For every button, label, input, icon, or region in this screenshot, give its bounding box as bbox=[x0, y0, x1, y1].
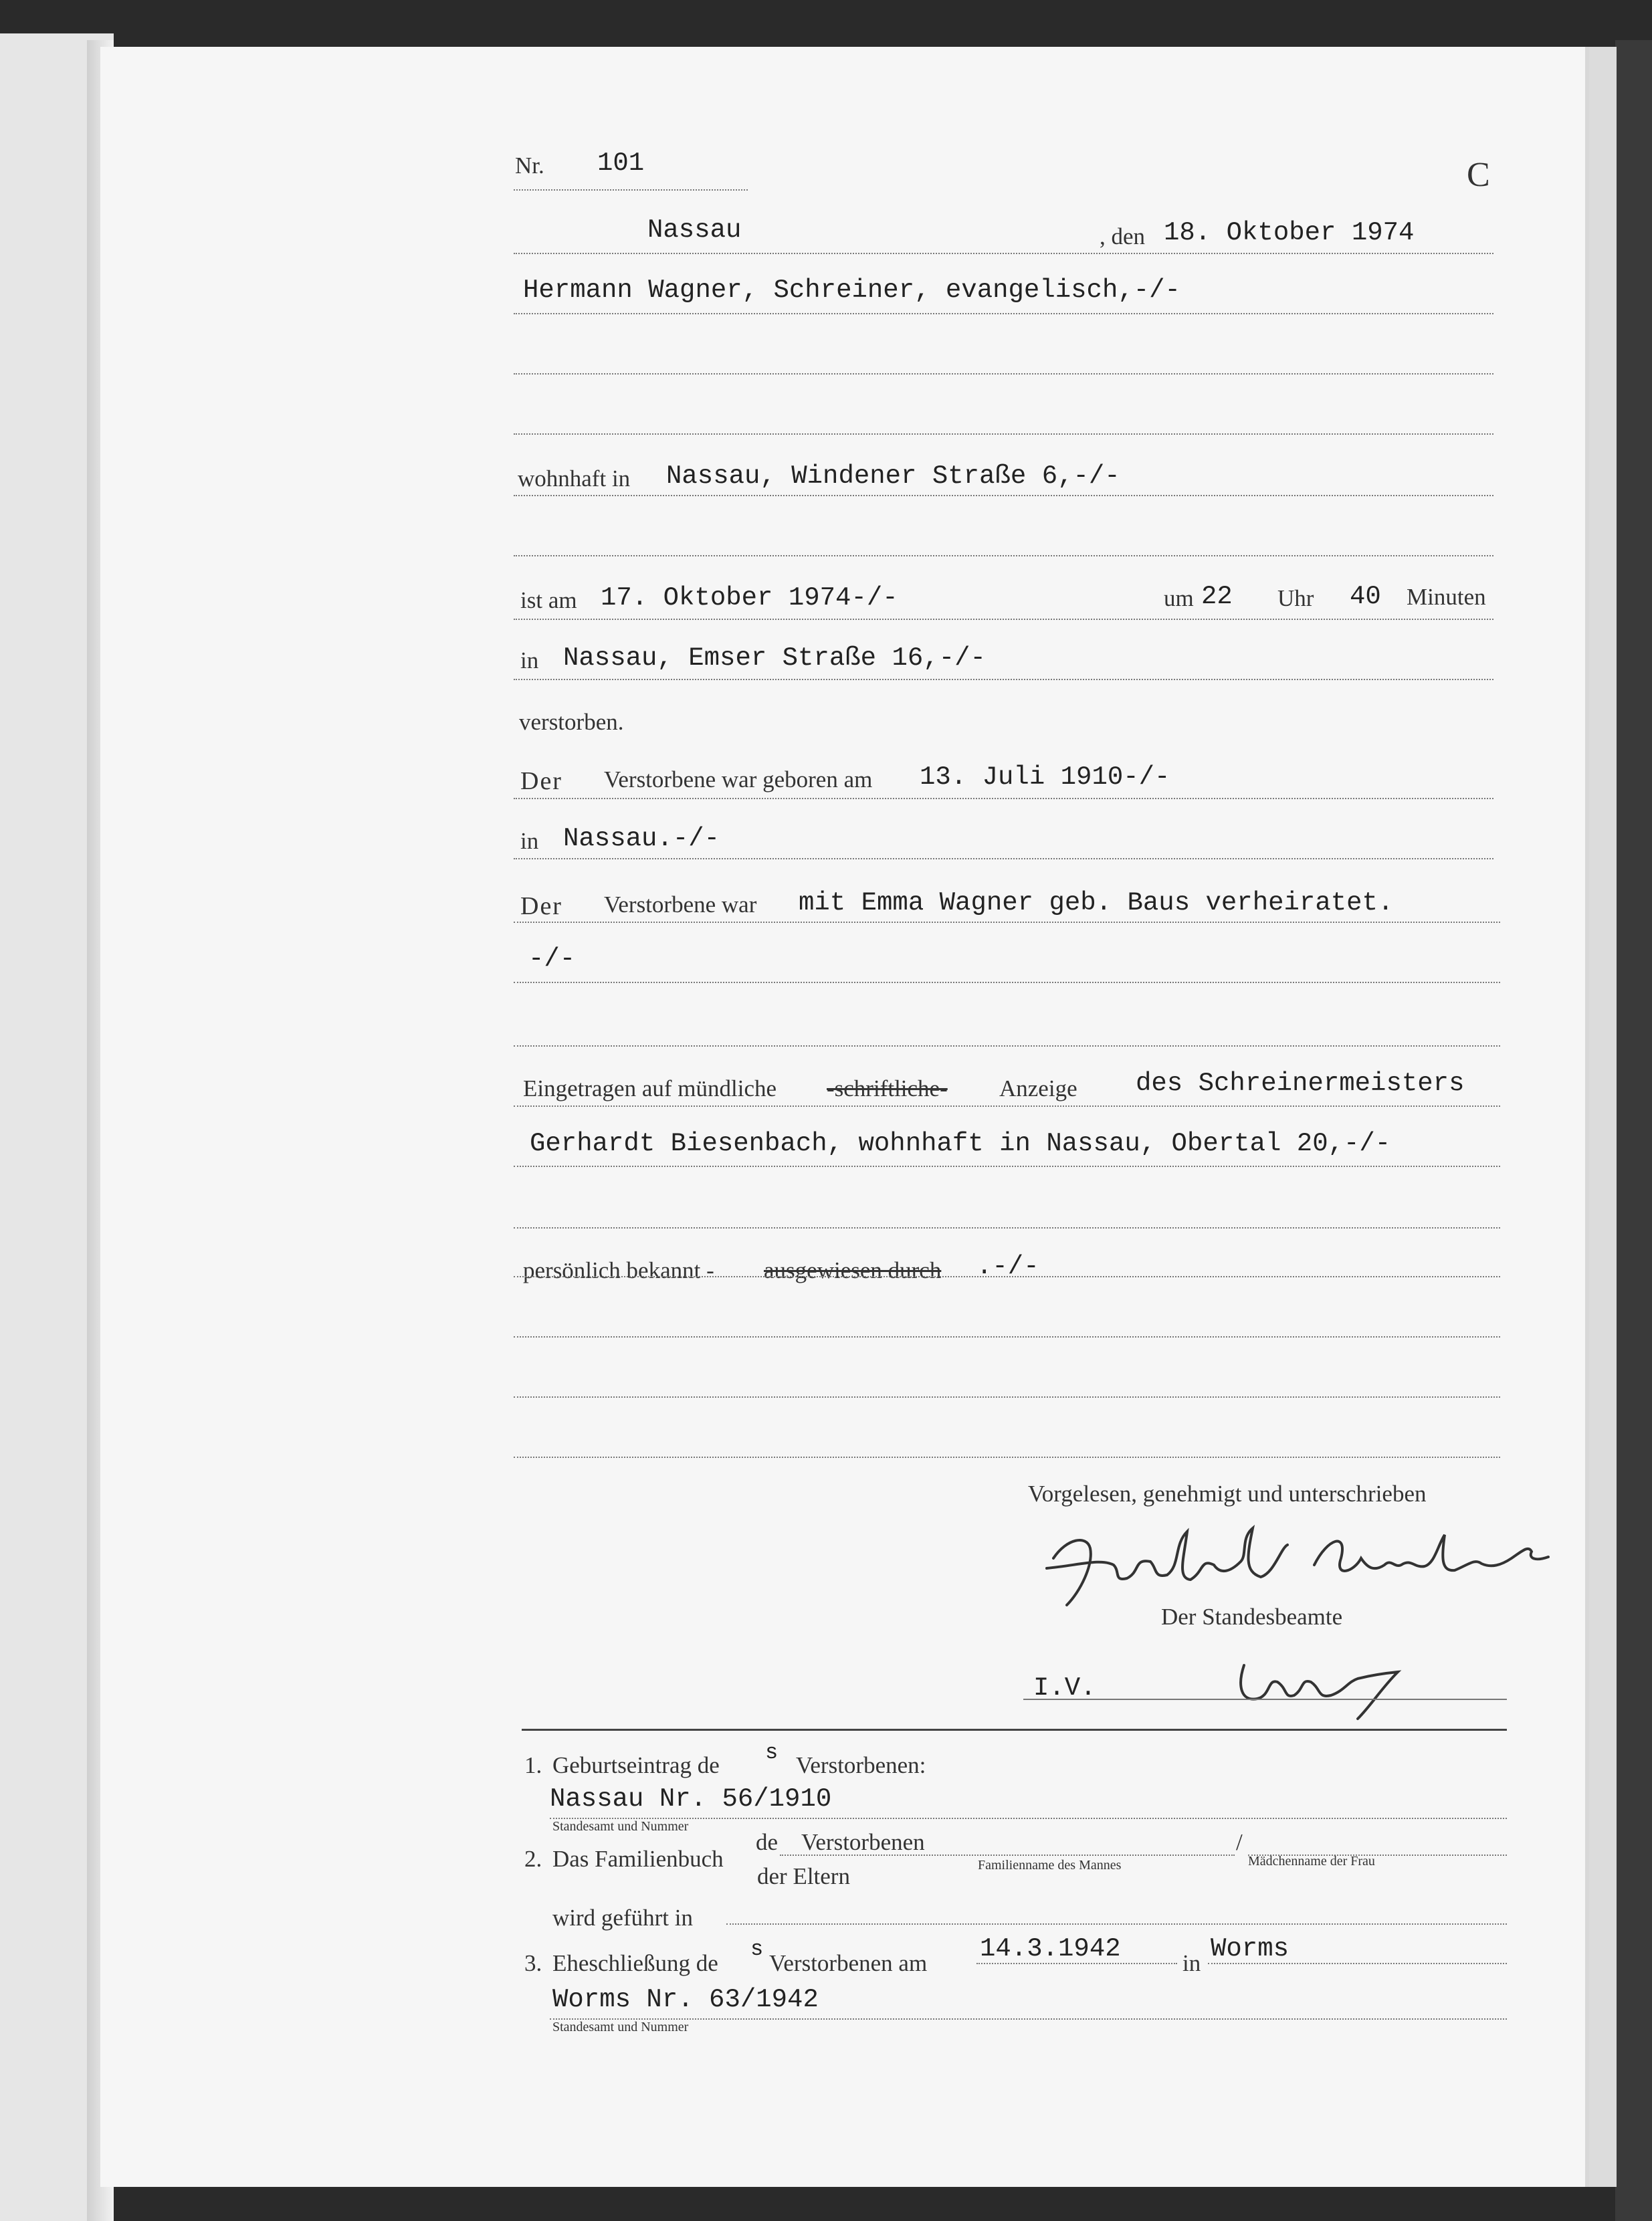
note2-rule-1 bbox=[780, 1855, 1235, 1856]
known-value: .-/- bbox=[976, 1252, 1039, 1281]
entry-rule-3 bbox=[514, 1227, 1500, 1229]
death-place: Nassau, Emser Straße 16,-/- bbox=[563, 643, 986, 673]
death-place-label: in bbox=[520, 647, 539, 673]
note3-label: Eheschließung de bbox=[552, 1950, 718, 1976]
entry-rule-7 bbox=[514, 1457, 1500, 1458]
entry-rule-5 bbox=[514, 1336, 1500, 1338]
death-uhr-label: Uhr bbox=[1277, 585, 1314, 611]
note3-number: 3. bbox=[524, 1950, 542, 1976]
note3-place: Worms bbox=[1211, 1934, 1289, 1964]
entry-rule-2 bbox=[514, 1166, 1500, 1167]
note3-date-rule bbox=[976, 1963, 1177, 1964]
book-cover bbox=[1615, 40, 1652, 2221]
birth-rule-1 bbox=[514, 798, 1493, 799]
marriage-der: Der bbox=[520, 892, 562, 920]
date-value: 18. Oktober 1974 bbox=[1164, 218, 1415, 247]
note3-caption: Standesamt und Nummer bbox=[552, 2020, 689, 2034]
marriage-rule-3 bbox=[514, 1045, 1500, 1047]
note1-s: s bbox=[765, 1740, 779, 1765]
entry-label-post: Anzeige bbox=[999, 1075, 1077, 1101]
note3-value: Worms Nr. 63/1942 bbox=[552, 1985, 819, 2014]
nr-label: Nr. bbox=[515, 152, 544, 179]
note2-de: de bbox=[756, 1829, 779, 1855]
person-rule-2 bbox=[514, 373, 1493, 375]
birth-der: Der bbox=[520, 767, 562, 795]
residence-rule-2 bbox=[514, 555, 1493, 556]
note1-number: 1. bbox=[524, 1752, 542, 1778]
marriage-continuation: -/- bbox=[528, 944, 576, 974]
note2-eltern: der Eltern bbox=[757, 1863, 850, 1889]
den-label: , den bbox=[1100, 223, 1146, 249]
read-approved-label: Vorgelesen, genehmigt und unterschrieben bbox=[1028, 1481, 1427, 1507]
person-rule-3 bbox=[514, 433, 1493, 435]
notes-divider bbox=[522, 1729, 1507, 1731]
death-minutes: 40 bbox=[1350, 582, 1381, 611]
iv-label: I.V. bbox=[1033, 1673, 1096, 1703]
registrar-label: Der Standesbeamte bbox=[1161, 1604, 1343, 1630]
marriage-rule-2 bbox=[514, 982, 1500, 983]
note1-value: Nassau Nr. 56/1910 bbox=[550, 1784, 832, 1814]
note2-slash: / bbox=[1236, 1829, 1243, 1855]
note2-number: 2. bbox=[524, 1846, 542, 1872]
registrar-signature bbox=[1231, 1638, 1418, 1725]
nr-value: 101 bbox=[597, 148, 645, 178]
note1-label2: Verstorbenen: bbox=[796, 1752, 926, 1778]
entry-value-2: Gerhardt Biesenbach, wohnhaft in Nassau, Obertal 20,-/- bbox=[530, 1129, 1391, 1158]
entry-value-1: des Schreinermeisters bbox=[1136, 1069, 1465, 1098]
nr-rule bbox=[514, 189, 748, 191]
known-label: persönlich bekannt - bbox=[523, 1257, 714, 1283]
note2-label: Das Familienbuch bbox=[552, 1846, 724, 1872]
birth-label: Verstorbene war geboren am bbox=[604, 766, 873, 792]
signature-rule bbox=[1023, 1699, 1507, 1700]
note2-rule-3 bbox=[726, 1923, 1507, 1925]
note2-caption-frau: Mädchenname der Frau bbox=[1248, 1854, 1375, 1869]
death-rule-1 bbox=[514, 619, 1493, 620]
person-rule-1 bbox=[514, 313, 1493, 314]
entry-label-struck: -schriftliche- bbox=[827, 1075, 948, 1101]
entry-rule-4 bbox=[514, 1276, 1500, 1277]
birth-place: Nassau.-/- bbox=[563, 824, 720, 853]
death-rule-2 bbox=[514, 679, 1493, 680]
note1-rule bbox=[550, 1818, 1507, 1819]
note2-value: Verstorbenen bbox=[801, 1829, 925, 1855]
death-um-label: um bbox=[1164, 585, 1194, 611]
death-minuten-label: Minuten bbox=[1407, 584, 1486, 610]
note3-label2: Verstorbenen am bbox=[769, 1950, 928, 1976]
entry-rule-1 bbox=[514, 1105, 1500, 1107]
place-value: Nassau bbox=[647, 215, 742, 245]
birth-rule-2 bbox=[514, 858, 1493, 859]
birth-date: 13. Juli 1910-/- bbox=[920, 762, 1170, 792]
person-line: Hermann Wagner, Schreiner, evangelisch,-/- bbox=[523, 276, 1180, 305]
note3-s: s bbox=[750, 1937, 764, 1962]
residence-rule-1 bbox=[514, 495, 1493, 496]
note2-caption-mann: Familienname des Mannes bbox=[978, 1858, 1122, 1873]
verstorben-label: verstorben. bbox=[519, 709, 624, 735]
marriage-rule-1 bbox=[514, 922, 1500, 923]
corner-letter: C bbox=[1467, 156, 1490, 194]
marriage-label: Verstorbene war bbox=[604, 891, 757, 918]
note3-in: in bbox=[1182, 1950, 1201, 1976]
note3-place-rule bbox=[1208, 1963, 1507, 1964]
entry-rule-6 bbox=[514, 1396, 1500, 1398]
note2-fuehrt-label: wird geführt in bbox=[552, 1905, 693, 1931]
marriage-value: mit Emma Wagner geb. Baus verheiratet. bbox=[799, 888, 1394, 918]
note1-label: Geburtseintrag de bbox=[552, 1752, 720, 1778]
note3-date: 14.3.1942 bbox=[980, 1934, 1121, 1964]
note3-rule bbox=[550, 2018, 1507, 2020]
death-hour: 22 bbox=[1201, 582, 1233, 611]
birth-place-label: in bbox=[520, 828, 539, 854]
residence-value: Nassau, Windener Straße 6,-/- bbox=[666, 461, 1120, 491]
entry-label-pre: Eingetragen auf mündliche bbox=[523, 1075, 777, 1101]
death-date: 17. Oktober 1974-/- bbox=[601, 583, 898, 613]
death-date-label: ist am bbox=[520, 587, 577, 613]
place-date-rule bbox=[514, 253, 1493, 254]
known-struck: ausgewiesen durch bbox=[764, 1257, 942, 1283]
residence-label: wohnhaft in bbox=[518, 465, 631, 492]
note1-caption: Standesamt und Nummer bbox=[552, 1819, 689, 1834]
